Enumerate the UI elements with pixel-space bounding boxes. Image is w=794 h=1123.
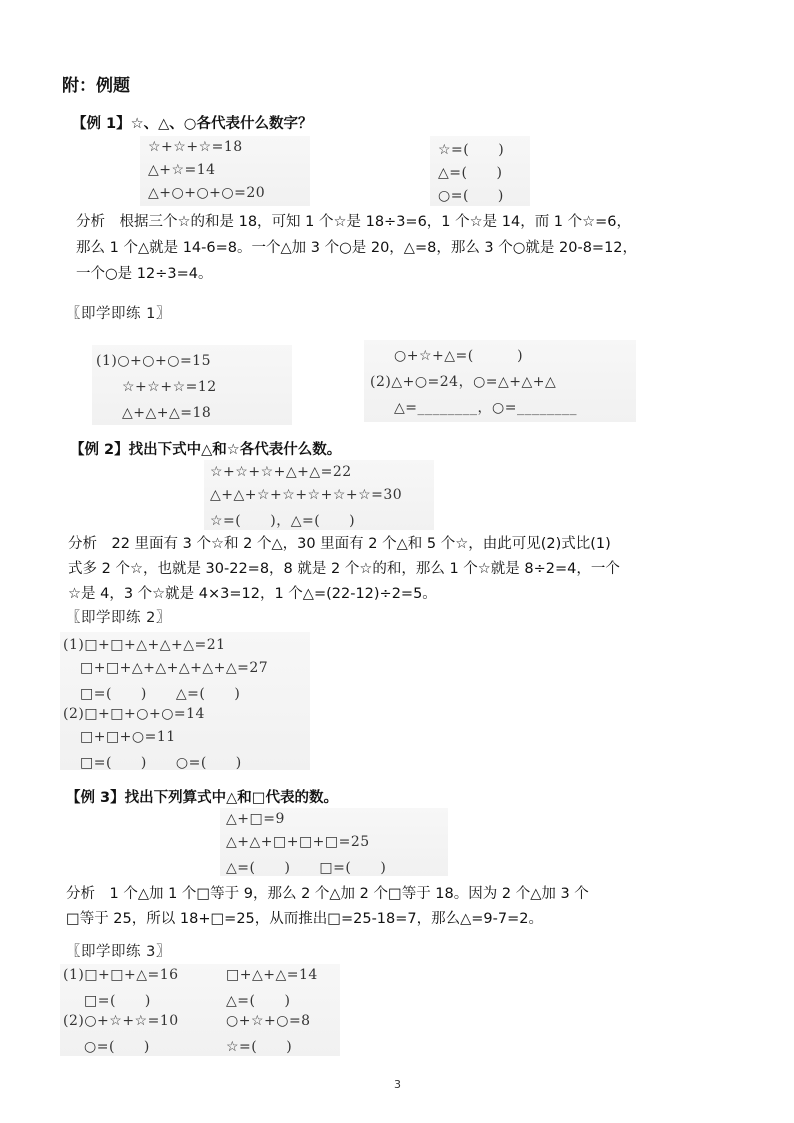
equation: △+○+○+○=20 bbox=[148, 185, 266, 201]
analysis-line: 一个○是 12÷3=4。 bbox=[76, 266, 213, 282]
analysis-line: 分析 1 个△加 1 个□等于 9，那么 2 个△加 2 个□等于 18。因为 2 个△加 3 个 bbox=[66, 886, 589, 902]
equation: ☆+☆+☆=12 bbox=[122, 379, 217, 395]
equation: ☆+☆+☆=18 bbox=[148, 139, 243, 155]
analysis-line: 分析 22 里面有 3 个☆和 2 个△，30 里面有 2 个△和 5 个☆，由此可见(2)式比(1) bbox=[68, 536, 611, 552]
equation: △+☆=14 bbox=[148, 162, 216, 178]
answer-slot: ☆=( )，△=( ) bbox=[210, 513, 356, 529]
answer-slot: ○=( ) bbox=[84, 1039, 150, 1055]
equation: (1)□+□+△+△+△=21 bbox=[63, 637, 226, 653]
equation: (2)○+☆+☆=10 bbox=[63, 1013, 179, 1029]
answer-slot: □=( ) △=( ) bbox=[80, 686, 241, 702]
analysis-line: 那么 1 个△就是 14-6=8。一个△加 3 个○是 20，△=8，那么 3 个○就是 20-8=12， bbox=[76, 240, 638, 256]
equation: □+□+○=11 bbox=[80, 729, 176, 745]
analysis-line: 式多 2 个☆，也就是 30-22=8，8 就是 2 个☆的和，那么 1 个☆就是 8÷2=4，一个 bbox=[68, 561, 620, 577]
answer-slot: ○=( ) bbox=[438, 188, 504, 204]
equation: △+□=9 bbox=[226, 811, 285, 827]
example-1-heading: 【例 1】☆、△、○各代表什么数字？ bbox=[72, 116, 313, 132]
equation: ☆+☆+☆+△+△=22 bbox=[210, 464, 352, 480]
equation: (1)○+○+○=15 bbox=[96, 353, 211, 369]
answer-slot: □=( ) bbox=[84, 993, 151, 1009]
answer-slot: ☆=( ) bbox=[438, 142, 505, 158]
example-2-heading: 【例 2】找出下式中△和☆各代表什么数。 bbox=[70, 442, 342, 458]
practice-3-heading: 〖即学即练 3〗 bbox=[66, 944, 171, 960]
equation: (1)□+□+△=16 bbox=[63, 967, 179, 983]
equation: ○+☆+○=8 bbox=[226, 1013, 311, 1029]
answer-slot: □=( ) ○=( ) bbox=[80, 755, 242, 771]
page-title: 附：例题 bbox=[62, 76, 130, 96]
equation: (2)□+□+○+○=14 bbox=[63, 706, 205, 722]
page-number: 3 bbox=[394, 1078, 401, 1091]
answer-slot: △=( ) bbox=[438, 165, 503, 181]
answer-slot: ☆=( ) bbox=[226, 1039, 293, 1055]
equation: △+△+☆+☆+☆+☆+☆=30 bbox=[210, 487, 403, 503]
answer-slot: △=( ) □=( ) bbox=[226, 860, 387, 876]
equation: (2)△+○=24，○=△+△+△ bbox=[370, 374, 557, 390]
equation: △+△+□+□+□=25 bbox=[226, 834, 370, 850]
answer-slot: △=( ) bbox=[226, 993, 291, 1009]
practice-1-heading: 〖即学即练 1〗 bbox=[66, 306, 171, 322]
equation: □+△+△=14 bbox=[226, 967, 318, 983]
equation: ○+☆+△=( ) bbox=[394, 348, 524, 364]
analysis-line: 分析 根据三个☆的和是 18，可知 1 个☆是 18÷3=6，1 个☆是 14，而 1 个☆=6， bbox=[76, 214, 632, 230]
example-3-heading: 【例 3】找出下列算式中△和□代表的数。 bbox=[66, 790, 338, 806]
analysis-line: ☆是 4，3 个☆就是 4×3=12，1 个△=(22-12)÷2=5。 bbox=[68, 586, 437, 602]
practice-2-heading: 〖即学即练 2〗 bbox=[66, 610, 171, 626]
analysis-line: □等于 25，所以 18+□=25，从而推出□=25-18=7，那么△=9-7=2。 bbox=[66, 911, 543, 927]
answer-blanks: △=________，○=________ bbox=[394, 400, 577, 416]
equation: △+△+△=18 bbox=[122, 405, 212, 421]
equation: □+□+△+△+△+△+△=27 bbox=[80, 660, 269, 676]
